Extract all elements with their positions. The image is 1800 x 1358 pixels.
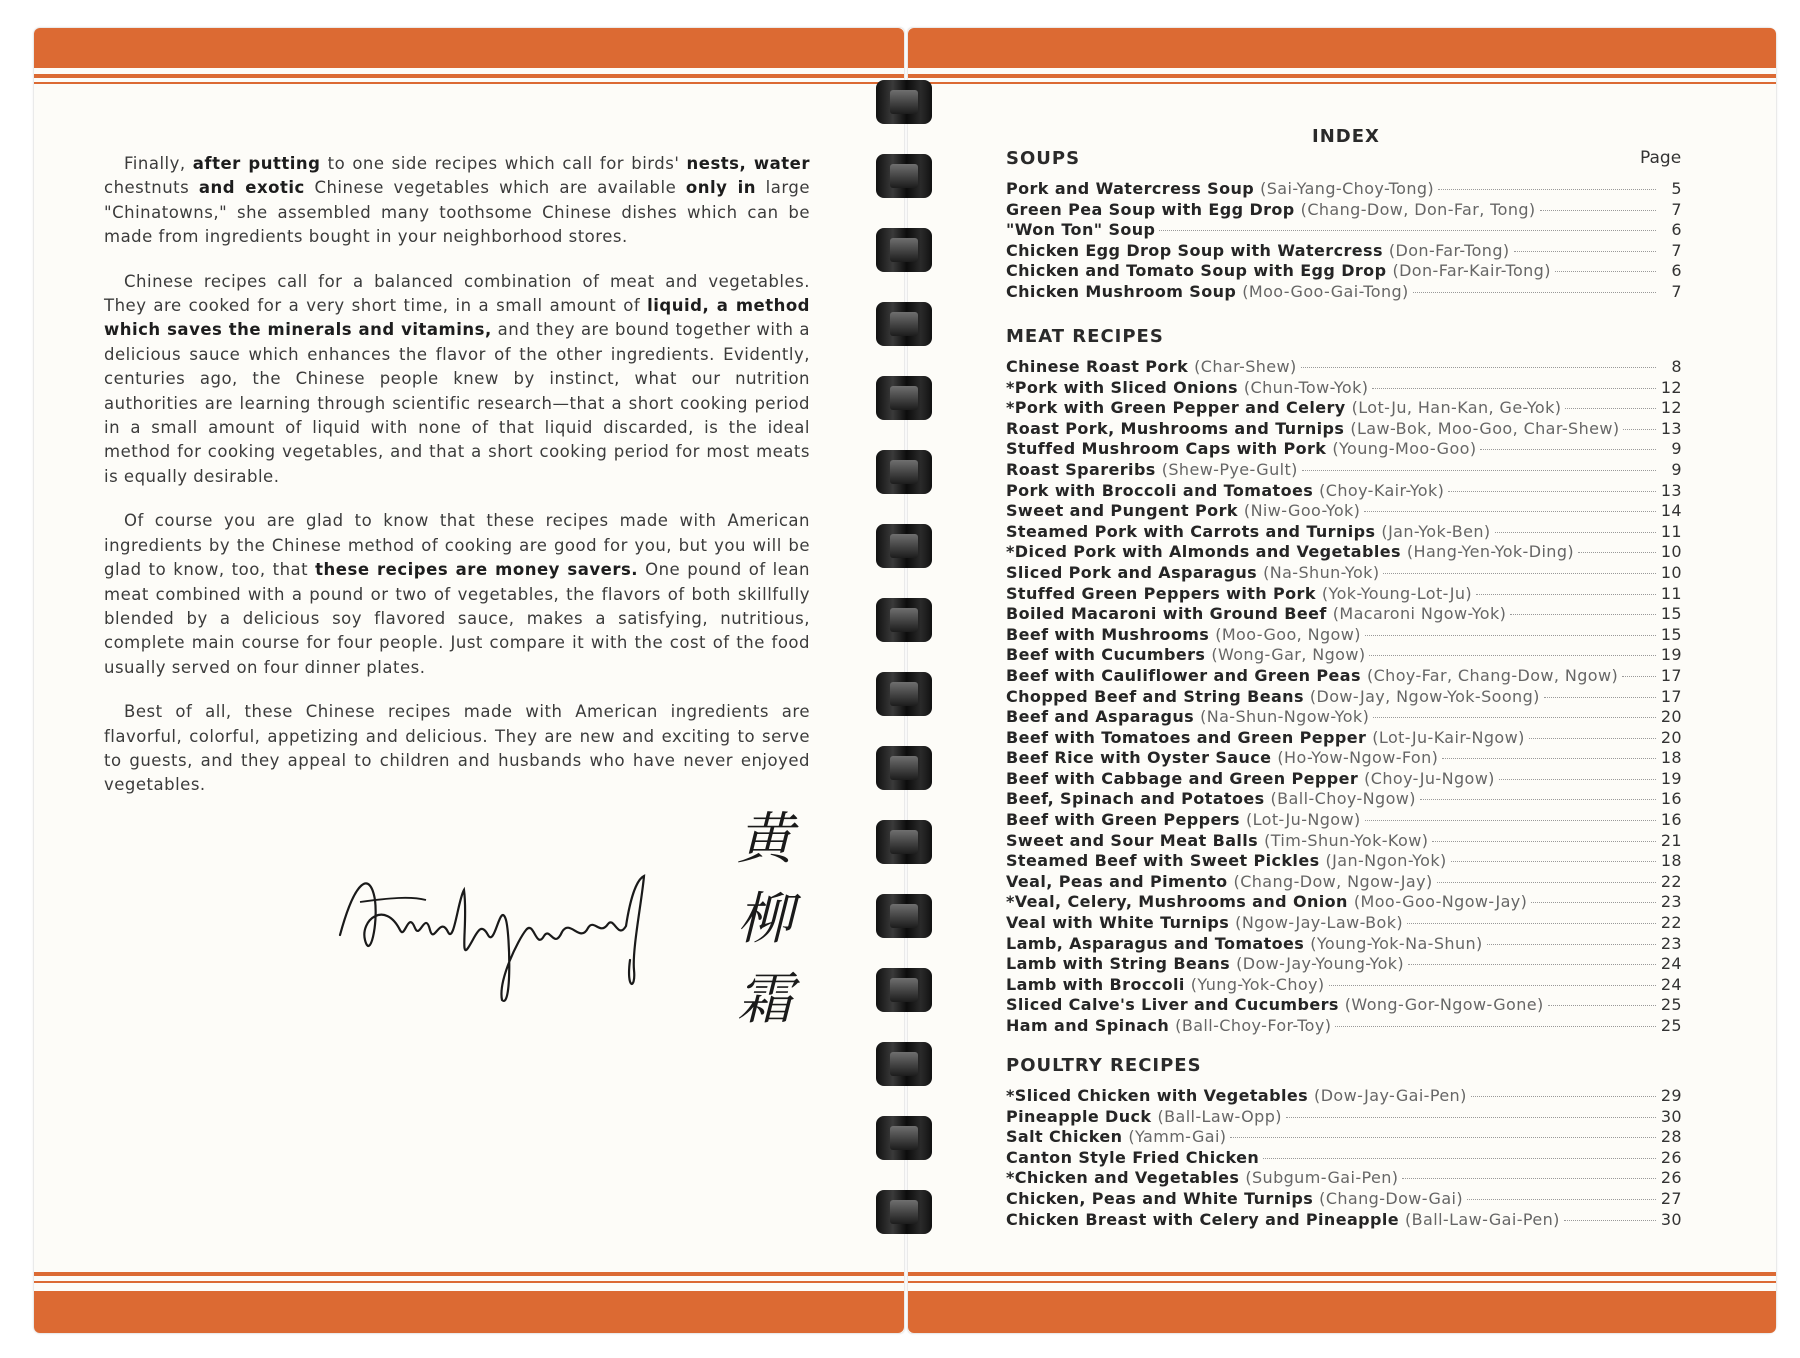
dot-leader	[1329, 985, 1656, 986]
chinese-name: (Choy-Kair-Yok)	[1319, 480, 1445, 500]
index-entry	[1006, 378, 1682, 399]
index-entry	[1006, 1127, 1682, 1148]
section-title: MEAT RECIPES	[1006, 326, 1164, 347]
dot-leader	[1437, 882, 1656, 883]
chinese-name: (Lot-Ju-Ngow)	[1245, 810, 1361, 830]
recipe-name: *Veal, Celery, Mushrooms and Onion	[1006, 892, 1348, 912]
recipe-name: "Won Ton" Soup	[1006, 220, 1156, 240]
spiral-binding	[876, 80, 934, 1260]
top-rule	[908, 74, 1776, 78]
recipe-name: Beef with Mushrooms	[1006, 624, 1210, 644]
top-border-band	[34, 28, 904, 68]
chinese-name: (Na-Shun-Ngow-Yok)	[1200, 707, 1370, 727]
entry-list	[1006, 1086, 1682, 1230]
index-entry	[1006, 954, 1682, 975]
recipe-name: Beef with Cabbage and Green Pepper	[1006, 768, 1359, 788]
dot-leader	[1514, 251, 1656, 252]
recipe-name: Beef with Green Peppers	[1006, 810, 1240, 830]
spiral-coil	[876, 672, 932, 716]
index-entry	[1006, 645, 1682, 666]
page-number: 8	[1671, 357, 1682, 376]
page-number: 29	[1660, 1086, 1682, 1105]
dot-leader	[1335, 1026, 1656, 1027]
index-entry	[1006, 261, 1682, 282]
spiral-coil	[876, 598, 932, 642]
page-number: 11	[1660, 521, 1682, 541]
page-number: 25	[1660, 995, 1682, 1015]
dot-leader	[1471, 1096, 1656, 1097]
recipe-name: Boiled Macaroni with Ground Beef	[1006, 604, 1327, 624]
chinese-name: (Chang-Dow, Ngow-Jay)	[1233, 871, 1433, 891]
page-number: 9	[1671, 459, 1682, 479]
intro-paragraph	[104, 700, 810, 798]
spiral-coil	[876, 894, 932, 938]
index-entry	[1006, 831, 1682, 852]
dot-leader	[1565, 408, 1656, 409]
dot-leader	[1420, 799, 1656, 800]
dot-leader	[1364, 511, 1656, 512]
page-number: 27	[1660, 1188, 1682, 1208]
index-entry	[1006, 419, 1682, 440]
page-number: 18	[1660, 748, 1682, 768]
chinese-name: (Ngow-Jay-Law-Bok)	[1235, 913, 1404, 933]
spiral-coil	[876, 1116, 932, 1160]
dot-leader	[1476, 594, 1656, 595]
index-entry	[1006, 1016, 1682, 1037]
page-number: 23	[1660, 933, 1682, 953]
dot-leader	[1487, 944, 1656, 945]
index-entry	[1006, 604, 1682, 625]
page-number: 19	[1660, 768, 1682, 788]
chinese-name: (Chang-Dow-Gai)	[1319, 1188, 1464, 1208]
text-run: chestnuts	[104, 178, 199, 198]
chinese-name: (Ball-Law-Gai-Pen)	[1405, 1209, 1560, 1229]
text-run: and they are bound together with a delicious sauce which enhances the flavor of the other ingredients. Evidently, centuries ago, the Chinese people knew by instinct, what our nutrition authorities are learning through scientific research—that a short cooking period in a small amount of liquid with none of that liquid discarded, is the ideal method for cooking vegetables, and that a short cooking period for most meats is equally desirable.	[104, 320, 810, 486]
dot-leader	[1499, 779, 1656, 780]
recipe-name: Pork with Broccoli and Tomatoes	[1006, 480, 1314, 500]
chinese-name: (Choy-Far, Chang-Dow, Ngow)	[1366, 665, 1619, 685]
page-number: 10	[1660, 542, 1682, 562]
recipe-name: Lamb with Broccoli	[1006, 974, 1185, 994]
chinese-name: (Ho-Yow-Ngow-Fon)	[1277, 748, 1439, 768]
page-number: 17	[1660, 665, 1682, 685]
index-entry	[1006, 584, 1682, 605]
dot-leader	[1544, 697, 1656, 698]
recipe-name: Chicken Breast with Celery and Pineapple	[1006, 1209, 1399, 1229]
chinese-name: (Young-Moo-Goo)	[1332, 439, 1477, 459]
dot-leader	[1230, 1137, 1656, 1138]
page-number: 22	[1660, 913, 1682, 933]
recipe-name: Veal, Peas and Pimento	[1006, 871, 1228, 891]
spiral-coil	[876, 376, 932, 420]
bold-text: only in	[685, 178, 756, 198]
index-title: INDEX	[1312, 126, 1380, 147]
recipe-name: Stuffed Green Peppers with Pork	[1006, 583, 1316, 603]
spiral-coil	[876, 302, 932, 346]
chinese-name: (Macaroni Ngow-Yok)	[1332, 604, 1507, 624]
page-number: 13	[1660, 418, 1682, 438]
recipe-name: Pineapple Duck	[1006, 1106, 1152, 1126]
recipe-name: Steamed Beef with Sweet Pickles	[1006, 851, 1320, 871]
chinese-name: (Dow-Jay-Gai-Pen)	[1314, 1086, 1467, 1105]
entry-list	[1006, 179, 1682, 303]
index-entry	[1006, 563, 1682, 584]
index-entry	[1006, 460, 1682, 481]
recipe-name: *Pork with Sliced Onions	[1006, 377, 1238, 397]
recipe-name: Ham and Spinach	[1006, 1016, 1170, 1035]
chinese-name: (Law-Bok, Moo-Goo, Char-Shew)	[1350, 418, 1620, 438]
bottom-rule	[34, 1272, 904, 1276]
chinese-name: (Yok-Young-Lot-Ju)	[1321, 583, 1473, 603]
dot-leader	[1263, 1158, 1656, 1159]
page-number: 9	[1671, 439, 1682, 459]
page-number: 17	[1660, 686, 1682, 706]
chinese-name: (Moo-Goo, Ngow)	[1215, 624, 1361, 644]
page-number: 18	[1660, 851, 1682, 871]
dot-leader	[1402, 1178, 1656, 1179]
spiral-coil	[876, 1042, 932, 1086]
spiral-coil	[876, 450, 932, 494]
index-entry	[1006, 1107, 1682, 1128]
text-run: One pound of lean meat combined with a pound or two of vegetables, the flavors of both skillfully blended by a delicious soy flavored sauce, makes a satisfying, nutritious, complete main course for four people. Just compare it with the cost of the food usually served on four dinner plates.	[104, 560, 810, 677]
recipe-name: Beef, Spinach and Potatoes	[1006, 789, 1265, 809]
bold-text: these recipes are money savers.	[315, 560, 639, 580]
recipe-name: Beef Rice with Oyster Sauce	[1006, 748, 1272, 768]
chinese-name: (Dow-Jay-Young-Yok)	[1236, 954, 1405, 974]
index-section-soups	[1006, 148, 1682, 303]
chinese-name: (Shew-Pye-Gult)	[1161, 459, 1298, 479]
spiral-coil	[876, 524, 932, 568]
index-entry	[1006, 1148, 1682, 1169]
index-section-poultry	[1006, 1055, 1682, 1230]
index-entry	[1006, 542, 1682, 563]
index-entry	[1006, 357, 1682, 378]
recipe-name: Veal with White Turnips	[1006, 913, 1230, 933]
dot-leader	[1373, 717, 1656, 718]
index-entry	[1006, 934, 1682, 955]
dot-leader	[1286, 1117, 1656, 1118]
dot-leader	[1365, 635, 1656, 636]
dot-leader	[1413, 292, 1656, 293]
page-number: 13	[1660, 480, 1682, 500]
chinese-name: (Hang-Yen-Yok-Ding)	[1406, 542, 1575, 562]
dot-leader	[1365, 820, 1656, 821]
chinese-name: (Ball-Choy-For-Toy)	[1175, 1016, 1332, 1035]
recipe-name: Chicken Mushroom Soup	[1006, 281, 1237, 301]
recipe-name: Green Pea Soup with Egg Drop	[1006, 199, 1295, 219]
recipe-name: Pork and Watercress Soup	[1006, 179, 1255, 198]
recipe-name: Sweet and Pungent Pork	[1006, 501, 1238, 521]
spiral-coil	[876, 228, 932, 272]
index-entry	[1006, 872, 1682, 893]
dot-leader	[1495, 532, 1656, 533]
chinese-name: (Wong-Gor-Ngow-Gone)	[1344, 995, 1544, 1015]
page-number: 11	[1660, 583, 1682, 603]
top-rule	[34, 74, 904, 78]
dot-leader	[1548, 1005, 1656, 1006]
bold-text: liquid, a method which saves the minerals and vitamins,	[104, 296, 810, 340]
index-entry	[1006, 851, 1682, 872]
bottom-rule	[908, 1272, 1776, 1276]
dot-leader	[1372, 388, 1656, 389]
index-entry	[1006, 398, 1682, 419]
index-entry	[1006, 200, 1682, 221]
page-number: 24	[1660, 954, 1682, 974]
index-entry	[1006, 913, 1682, 934]
chinese-name: (Char-Shew)	[1194, 357, 1297, 376]
page-number: 15	[1660, 624, 1682, 644]
recipe-name: Lamb with String Beans	[1006, 954, 1231, 974]
bold-text: after putting	[192, 154, 321, 173]
bold-text: nests, water	[686, 154, 810, 173]
index-entry	[1006, 282, 1682, 303]
index-entry	[1006, 241, 1682, 262]
recipe-name: *Diced Pork with Almonds and Vegetables	[1006, 542, 1401, 562]
dot-leader	[1623, 429, 1656, 430]
index-entry	[1006, 666, 1682, 687]
recipe-name: Chicken Egg Drop Soup with Watercress	[1006, 240, 1383, 260]
chinese-name: (Tim-Shun-Yok-Kow)	[1264, 830, 1429, 850]
dot-leader	[1564, 1220, 1656, 1221]
index-entry	[1006, 1210, 1682, 1231]
index-entry	[1006, 501, 1682, 522]
dot-leader	[1408, 964, 1656, 965]
chinese-name: (Lot-Ju, Han-Kan, Ge-Yok)	[1351, 398, 1562, 418]
spiral-coil	[876, 154, 932, 198]
chinese-name: (Ball-Law-Opp)	[1157, 1106, 1282, 1126]
index-entry	[1006, 810, 1682, 831]
signature-image	[330, 840, 730, 1020]
recipe-name: Roast Pork, Mushrooms and Turnips	[1006, 418, 1345, 438]
recipe-name: Steamed Pork with Carrots and Turnips	[1006, 521, 1376, 541]
bottom-rule-thin	[908, 1281, 1776, 1283]
chinese-name: (Yung-Yok-Choy)	[1190, 974, 1325, 994]
spiral-coil	[876, 968, 932, 1012]
recipe-name: Beef with Cauliflower and Green Peas	[1006, 665, 1361, 685]
chinese-name: (Ball-Choy-Ngow)	[1270, 789, 1416, 809]
dot-leader	[1480, 449, 1656, 450]
recipe-name: Beef and Asparagus	[1006, 707, 1195, 727]
recipe-name: *Chicken and Vegetables	[1006, 1168, 1240, 1188]
index-entry	[1006, 769, 1682, 790]
text-run: large "Chinatowns," she assembled many toothsome Chinese dishes which can be made from ingredients bought in your neighborhood stores.	[104, 178, 810, 247]
page-number: 24	[1660, 974, 1682, 994]
page-number: 7	[1671, 240, 1682, 260]
chinese-name: (Na-Shun-Yok)	[1263, 562, 1380, 582]
index-entry	[1006, 179, 1682, 200]
dot-leader	[1448, 491, 1656, 492]
index-section-meat	[1006, 326, 1682, 1037]
page-number: 15	[1660, 604, 1682, 624]
dot-leader	[1407, 923, 1656, 924]
index-entry	[1006, 1189, 1682, 1210]
page-number: 30	[1660, 1209, 1682, 1229]
dot-leader	[1159, 230, 1656, 231]
index-entry	[1006, 975, 1682, 996]
recipe-name: Roast Spareribs	[1006, 459, 1156, 479]
text-run: Finally,	[124, 154, 193, 173]
dot-leader	[1432, 841, 1656, 842]
recipe-name: Sliced Calve's Liver and Cucumbers	[1006, 995, 1339, 1015]
recipe-name: Stuffed Mushroom Caps with Pork	[1006, 439, 1327, 459]
intro-paragraph	[104, 152, 810, 250]
top-border-band	[908, 28, 1776, 68]
dot-leader	[1442, 758, 1656, 759]
index-entry	[1006, 707, 1682, 728]
dot-leader	[1529, 738, 1656, 739]
dot-leader	[1540, 210, 1656, 211]
chinese-name: (Jan-Ngon-Yok)	[1325, 851, 1447, 871]
index-entry	[1006, 522, 1682, 543]
chinese-name: (Don-Far-Kair-Tong)	[1392, 261, 1551, 281]
dot-leader	[1302, 470, 1656, 471]
page-number: 26	[1660, 1147, 1682, 1167]
page-number: 20	[1660, 707, 1682, 727]
recipe-name: Chicken, Peas and White Turnips	[1006, 1188, 1314, 1208]
spiral-coil	[876, 820, 932, 864]
chinese-name: (Wong-Gar, Ngow)	[1211, 645, 1366, 665]
recipe-name: Sliced Pork and Asparagus	[1006, 562, 1258, 582]
top-rule-thin	[908, 82, 1776, 84]
entry-list	[1006, 357, 1682, 1037]
index-entry	[1006, 220, 1682, 241]
recipe-name: Canton Style Fried Chicken	[1006, 1147, 1260, 1167]
index-entry	[1006, 728, 1682, 749]
chinese-name: (Moo-Goo-Ngow-Jay)	[1353, 892, 1528, 912]
recipe-name: Beef with Cucumbers	[1006, 645, 1206, 665]
recipe-name: *Pork with Green Pepper and Celery	[1006, 398, 1346, 418]
dot-leader	[1555, 271, 1656, 272]
text-run: Chinese recipes call for a balanced combination of meat and vegetables. They are cooked for a very short time, in a small amount of	[104, 271, 810, 316]
recipe-name: *Sliced Chicken with Vegetables	[1006, 1086, 1309, 1105]
spiral-coil	[876, 1190, 932, 1234]
page-number: 7	[1671, 199, 1682, 219]
page-number: 6	[1671, 261, 1682, 281]
page-number: 12	[1660, 377, 1682, 397]
chinese-signature: 黄 柳 霜	[737, 807, 793, 1032]
page-number: 12	[1660, 398, 1682, 418]
dot-leader	[1578, 552, 1656, 553]
recipe-name: Lamb, Asparagus and Tomatoes	[1006, 933, 1305, 953]
page-number: 20	[1660, 727, 1682, 747]
page-number: 28	[1660, 1127, 1682, 1147]
index-entry	[1006, 439, 1682, 460]
chinese-name: (Niw-Goo-Yok)	[1243, 501, 1361, 521]
page-number: 22	[1660, 871, 1682, 891]
intro-paragraph	[104, 509, 810, 680]
page-number: 21	[1660, 830, 1682, 850]
dot-leader	[1369, 655, 1656, 656]
page-number: 19	[1660, 645, 1682, 665]
dot-leader	[1622, 676, 1656, 677]
page-number: 23	[1660, 892, 1682, 912]
chinese-name: (Subgum-Gai-Pen)	[1245, 1168, 1399, 1188]
page-number: 26	[1660, 1168, 1682, 1188]
dot-leader	[1301, 367, 1656, 368]
dot-leader	[1467, 1199, 1656, 1200]
index-entry	[1006, 481, 1682, 502]
chinese-name: (Young-Yok-Na-Shun)	[1310, 933, 1483, 953]
bold-text: and exotic	[198, 178, 305, 198]
chinese-name: (Yamm-Gai)	[1128, 1127, 1227, 1147]
intro-text	[104, 152, 810, 818]
recipe-name: Chicken and Tomato Soup with Egg Drop	[1006, 261, 1387, 281]
page-number: 14	[1660, 501, 1682, 521]
index-entry	[1006, 748, 1682, 769]
text-run: Of course you are glad to know that these recipes made with American ingredients by the Chinese method of cooking are good for you, but you will be glad to know, too, that	[104, 511, 810, 580]
chinese-name: (Jan-Yok-Ben)	[1381, 521, 1491, 541]
index-entry	[1006, 625, 1682, 646]
index-entry	[1006, 892, 1682, 913]
dot-leader	[1510, 614, 1656, 615]
recipe-name: Chopped Beef and String Beans	[1006, 686, 1304, 706]
chinese-name: (Moo-Goo-Gai-Tong)	[1242, 281, 1409, 301]
dot-leader	[1438, 189, 1656, 190]
page-number: 5	[1671, 179, 1682, 198]
text-run: Best of all, these Chinese recipes made with American ingredients are flavorful, colorful, appetizing and delicious. They are new and exciting to serve to guests, and they appeal to children and husbands who have never enjoyed vegetables.	[104, 702, 810, 795]
page-number: 6	[1671, 220, 1682, 240]
spiral-coil	[876, 746, 932, 790]
index-entry	[1006, 789, 1682, 810]
top-rule-thin	[34, 82, 904, 84]
index-entry	[1006, 1086, 1682, 1107]
spiral-coil	[876, 80, 932, 124]
section-title: SOUPS	[1006, 148, 1081, 169]
bottom-border-band	[908, 1291, 1776, 1333]
page-number: 30	[1660, 1106, 1682, 1126]
recipe-name: Salt Chicken	[1006, 1127, 1123, 1147]
dot-leader	[1531, 902, 1656, 903]
recipe-name: Chinese Roast Pork	[1006, 357, 1189, 376]
page-number: 25	[1660, 1016, 1682, 1035]
section-title: POULTRY RECIPES	[1006, 1055, 1202, 1076]
dot-leader	[1451, 861, 1656, 862]
text-run: to one side recipes which call for birds'	[320, 154, 687, 173]
recipe-name: Sweet and Sour Meat Balls	[1006, 830, 1259, 850]
bottom-border-band	[34, 1291, 904, 1333]
chinese-name: (Sai-Yang-Choy-Tong)	[1260, 179, 1435, 198]
chinese-name: (Lot-Ju-Kair-Ngow)	[1372, 727, 1525, 747]
bottom-rule-thin	[34, 1281, 904, 1283]
page-number: 7	[1671, 281, 1682, 301]
chinese-name: (Dow-Jay, Ngow-Yok-Soong)	[1309, 686, 1540, 706]
index-entry	[1006, 687, 1682, 708]
text-run: Chinese vegetables which are available	[304, 178, 686, 198]
dot-leader	[1383, 573, 1656, 574]
chinese-name: (Chang-Dow, Don-Far, Tong)	[1300, 199, 1536, 219]
intro-paragraph	[104, 270, 810, 490]
page-number: 16	[1660, 789, 1682, 809]
page-number: 16	[1660, 810, 1682, 830]
index-entry	[1006, 1168, 1682, 1189]
recipe-name: Beef with Tomatoes and Green Pepper	[1006, 727, 1367, 747]
chinese-name: (Chun-Tow-Yok)	[1243, 377, 1369, 397]
page-column-label: Page	[1640, 148, 1682, 168]
page-number: 10	[1660, 562, 1682, 582]
index-entry	[1006, 995, 1682, 1016]
chinese-name: (Choy-Ju-Ngow)	[1364, 768, 1495, 788]
chinese-name: (Don-Far-Tong)	[1388, 240, 1510, 260]
